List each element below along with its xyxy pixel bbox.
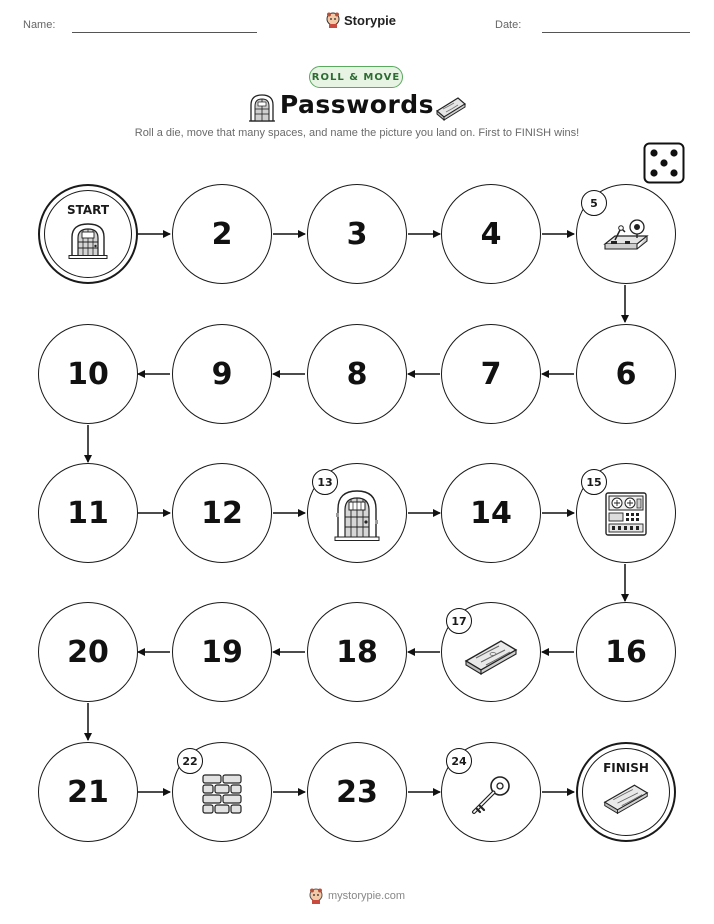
space-number: 8 xyxy=(346,356,368,392)
computer-panel-icon xyxy=(604,491,648,537)
board-space-11[interactable] xyxy=(38,463,138,563)
space-number: 19 xyxy=(201,634,243,670)
board-space-20[interactable] xyxy=(38,602,138,702)
space-number: 2 xyxy=(211,216,233,252)
finish-space[interactable] xyxy=(576,742,676,842)
board-space-21[interactable] xyxy=(38,742,138,842)
start-label: START xyxy=(66,203,110,217)
finish-label: FINISH xyxy=(603,761,649,775)
space-number-badge: 15 xyxy=(581,469,607,495)
space-number: 10 xyxy=(67,356,109,392)
space-number: 23 xyxy=(336,774,378,810)
space-number: 4 xyxy=(480,216,502,252)
key-icon xyxy=(469,773,513,817)
game-instructions: Roll a die, move that many spaces, and name the picture you land on. First to FINISH wins! xyxy=(134,127,580,139)
space-number-badge: 17 xyxy=(446,608,472,634)
board-space-12[interactable] xyxy=(172,463,272,563)
space-number: 11 xyxy=(67,495,109,531)
board-space-15[interactable] xyxy=(576,463,676,563)
space-number: 12 xyxy=(201,495,243,531)
board-space-24[interactable] xyxy=(441,742,541,842)
space-number: 21 xyxy=(67,774,109,810)
game-title: Passwords xyxy=(279,90,435,119)
storypie-mascot-icon xyxy=(309,888,323,904)
space-number-badge: 13 xyxy=(312,469,338,495)
stone-wall-icon xyxy=(201,773,243,815)
footer-url[interactable]: mystorypie.com xyxy=(327,890,406,902)
board-space-2[interactable] xyxy=(172,184,272,284)
board-space-3[interactable] xyxy=(307,184,407,284)
space-number: 18 xyxy=(336,634,378,670)
board-space-8[interactable] xyxy=(307,324,407,424)
door-icon xyxy=(334,489,380,541)
name-label: Name: xyxy=(23,19,56,31)
board-space-5[interactable] xyxy=(576,184,676,284)
brand-name: Storypie xyxy=(344,12,397,28)
board-space-22[interactable] xyxy=(172,742,272,842)
plank-icon xyxy=(463,636,519,676)
space-number: 20 xyxy=(67,634,109,670)
date-label: Date: xyxy=(495,19,522,31)
start-space[interactable] xyxy=(38,184,138,284)
space-number: 3 xyxy=(346,216,368,252)
board-space-13[interactable] xyxy=(307,463,407,563)
board-space-14[interactable] xyxy=(441,463,541,563)
control-panel-icon xyxy=(601,214,651,254)
board-space-18[interactable] xyxy=(307,602,407,702)
space-number: 7 xyxy=(480,356,502,392)
space-number: 6 xyxy=(615,356,637,392)
footer xyxy=(0,888,714,904)
plank-icon xyxy=(601,781,651,815)
board-space-7[interactable] xyxy=(441,324,541,424)
space-number: 14 xyxy=(470,495,512,531)
space-number-badge: 24 xyxy=(446,748,472,774)
space-number-badge: 5 xyxy=(581,190,607,216)
board-space-9[interactable] xyxy=(172,324,272,424)
door-icon xyxy=(68,221,108,259)
space-number-badge: 22 xyxy=(177,748,203,774)
game-type-badge: ROLL & MOVE xyxy=(309,66,403,88)
board-space-6[interactable] xyxy=(576,324,676,424)
board-space-16[interactable] xyxy=(576,602,676,702)
board-space-10[interactable] xyxy=(38,324,138,424)
space-number: 16 xyxy=(605,634,647,670)
board-space-23[interactable] xyxy=(307,742,407,842)
board-space-4[interactable] xyxy=(441,184,541,284)
space-number: 9 xyxy=(211,356,233,392)
board-space-19[interactable] xyxy=(172,602,272,702)
board-space-17[interactable] xyxy=(441,602,541,702)
